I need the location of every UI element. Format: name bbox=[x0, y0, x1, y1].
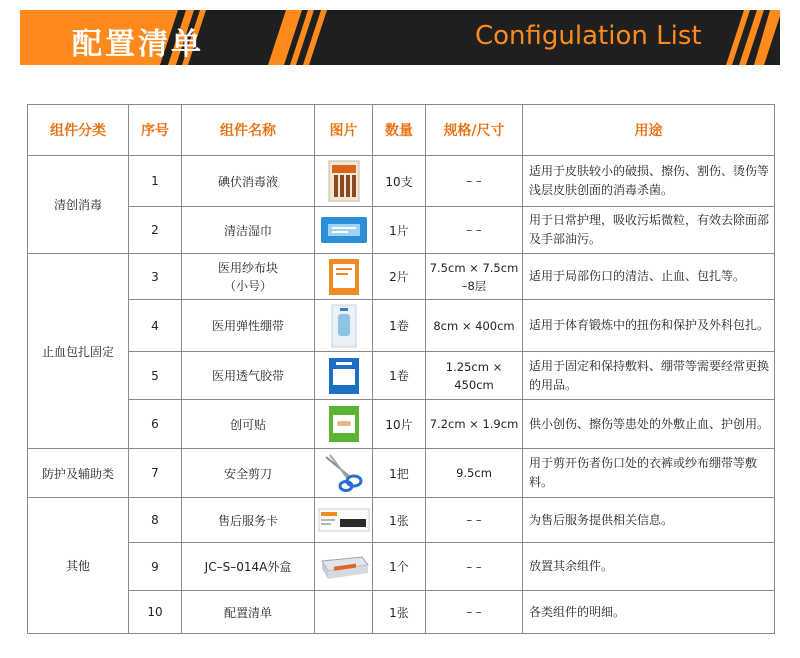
row-number: 5 bbox=[129, 352, 182, 400]
header-use: 用途 bbox=[523, 105, 775, 156]
header-picture: 图片 bbox=[315, 105, 373, 156]
row-use: 用于日常护理，吸收污垢微粒，有效去除面部及手部油污。 bbox=[523, 207, 775, 254]
row-image bbox=[315, 352, 373, 400]
row-spec: 7.5cm × 7.5cm bbox=[429, 260, 519, 275]
row-use: 适用于体育锻炼中的扭伤和保护及外科包扎。 bbox=[523, 300, 775, 352]
row-number: 7 bbox=[129, 449, 182, 498]
row-use: 放置其余组件。 bbox=[523, 543, 775, 591]
row-use: 为售后服务提供相关信息。 bbox=[523, 498, 775, 543]
table-row bbox=[28, 498, 775, 543]
band-aid-pack-image bbox=[328, 405, 360, 443]
row-spec: – – bbox=[426, 543, 523, 591]
configuration-table bbox=[27, 104, 774, 634]
category-cell: 止血包扎固定 bbox=[28, 254, 129, 449]
row-name: 清洁湿巾 bbox=[182, 207, 315, 254]
row-quantity: 1张 bbox=[373, 591, 426, 634]
row-use: 适用于固定和保持敷料、绷带等需要经常更换的用品。 bbox=[523, 352, 775, 400]
row-image bbox=[315, 400, 373, 449]
row-spec: 7.2cm × 1.9cm bbox=[426, 400, 523, 449]
row-use: 用于剪开伤者伤口处的衣裤或纱布绷带等敷料。 bbox=[523, 449, 775, 498]
row-name: 医用纱布块 bbox=[217, 260, 278, 275]
table-row bbox=[28, 156, 775, 207]
row-name: 配置清单 bbox=[182, 591, 315, 634]
row-quantity: 1片 bbox=[373, 207, 426, 254]
row-quantity: 1张 bbox=[373, 498, 426, 543]
row-image bbox=[315, 254, 373, 300]
table-row bbox=[28, 543, 775, 591]
row-number: 4 bbox=[129, 300, 182, 352]
category-cell: 其他 bbox=[28, 498, 129, 634]
banner-title-en: Configulation List bbox=[475, 21, 702, 51]
outer-box-image bbox=[318, 551, 370, 583]
row-quantity: 1把 bbox=[373, 449, 426, 498]
row-spec: 8cm × 400cm bbox=[426, 300, 523, 352]
table-row bbox=[28, 591, 775, 634]
row-name: 医用透气胶带 bbox=[182, 352, 315, 400]
header-name: 组件名称 bbox=[182, 105, 315, 156]
header-spec: 规格/尺寸 bbox=[426, 105, 523, 156]
row-quantity: 1个 bbox=[373, 543, 426, 591]
row-number: 2 bbox=[129, 207, 182, 254]
row-use: 各类组件的明细。 bbox=[523, 591, 775, 634]
row-number: 8 bbox=[129, 498, 182, 543]
elastic-bandage-pack-image bbox=[331, 304, 357, 348]
row-name-size: （小号） bbox=[223, 278, 272, 293]
row-name: 碘伏消毒液 bbox=[182, 156, 315, 207]
gauze-pad-pack-image bbox=[328, 258, 360, 296]
category-cell: 清创消毒 bbox=[28, 156, 129, 254]
wet-wipe-pack-image bbox=[320, 216, 368, 244]
row-spec: – – bbox=[426, 498, 523, 543]
row-spec: – – bbox=[426, 156, 523, 207]
row-image bbox=[315, 543, 373, 591]
banner bbox=[20, 10, 780, 65]
row-number: 9 bbox=[129, 543, 182, 591]
category-cell: 防护及辅助类 bbox=[28, 449, 129, 498]
header-number: 序号 bbox=[129, 105, 182, 156]
row-number: 10 bbox=[129, 591, 182, 634]
row-quantity: 2片 bbox=[373, 254, 426, 300]
table-row bbox=[28, 207, 775, 254]
row-image-empty bbox=[315, 591, 373, 634]
row-use: 供小创伤、擦伤等患处的外敷止血、护创用。 bbox=[523, 400, 775, 449]
row-use: 适用于皮肤较小的破损、擦伤、割伤、烫伤等浅层皮肤创面的消毒杀菌。 bbox=[523, 156, 775, 207]
table-row bbox=[28, 300, 775, 352]
row-quantity: 1卷 bbox=[373, 352, 426, 400]
row-name: 创可贴 bbox=[182, 400, 315, 449]
row-image bbox=[315, 449, 373, 498]
row-image bbox=[315, 300, 373, 352]
safety-scissors-image bbox=[320, 453, 368, 493]
row-spec: 1.25cm × 450cm bbox=[426, 352, 523, 400]
row-spec-layers: –8层 bbox=[461, 278, 487, 293]
row-number: 1 bbox=[129, 156, 182, 207]
row-image bbox=[315, 207, 373, 254]
table-row bbox=[28, 352, 775, 400]
row-number: 6 bbox=[129, 400, 182, 449]
breathable-tape-pack-image bbox=[328, 357, 360, 395]
row-name: 医用弹性绷带 bbox=[182, 300, 315, 352]
row-spec: – – bbox=[426, 207, 523, 254]
table-row bbox=[28, 254, 775, 300]
service-card-image bbox=[318, 507, 370, 533]
row-name: JC–S–014A外盒 bbox=[182, 543, 315, 591]
row-use: 适用于局部伤口的清洁、止血、包扎等。 bbox=[523, 254, 775, 300]
header-category: 组件分类 bbox=[28, 105, 129, 156]
table-row bbox=[28, 449, 775, 498]
table-row bbox=[28, 400, 775, 449]
row-quantity: 1卷 bbox=[373, 300, 426, 352]
row-quantity: 10片 bbox=[373, 400, 426, 449]
row-spec-cell bbox=[426, 254, 523, 300]
row-spec: 9.5cm bbox=[426, 449, 523, 498]
row-name: 安全剪刀 bbox=[182, 449, 315, 498]
row-quantity: 10支 bbox=[373, 156, 426, 207]
row-number: 3 bbox=[129, 254, 182, 300]
table-header-row bbox=[28, 105, 775, 156]
row-name: 售后服务卡 bbox=[182, 498, 315, 543]
iodine-bottle-package-image bbox=[328, 160, 360, 202]
row-name-cell bbox=[182, 254, 315, 300]
header-quantity: 数量 bbox=[373, 105, 426, 156]
row-spec: – – bbox=[426, 591, 523, 634]
banner-title-cn: 配置清单 bbox=[72, 27, 204, 62]
row-image bbox=[315, 498, 373, 543]
row-image bbox=[315, 156, 373, 207]
